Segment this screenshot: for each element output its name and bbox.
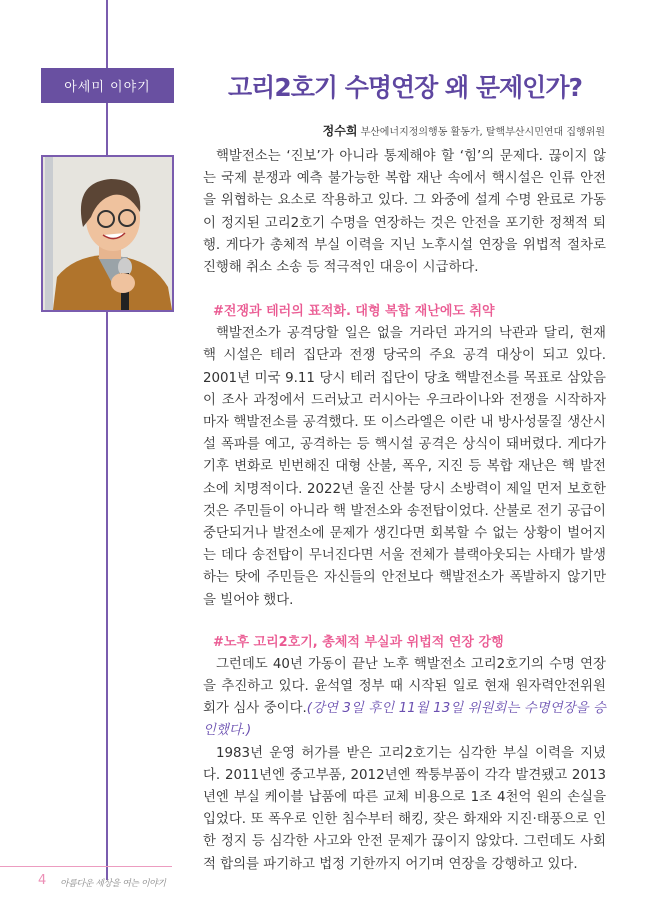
body-paragraph: 핵발전소가 공격당할 일은 없을 거라던 과거의 낙관과 달리, 현재 핵 시설은 테러 집단과 전쟁 당국의 주요 공격 대상이 되고 있다. 2001년 미국 9.11 당시 테러 집단이 당초 핵발전소를 목표로 삼았음이 조사 과정에서 드러났고 러시아는 우크라이나와 전쟁을 시작하자마자 핵발전소를 공격했다. 또 이스라엘은 이란 내 방사성물질 생산시설 폭파를 예고, 공격하는 등 핵시설 공격은 상식이 돼버렸다. 게다가 기후 변화로 빈번해진 대형 산불, 폭우, 지진 등 복합 재난은 핵 발전소에 치명적이다. 2022년 울진 산불 당시 소방력이 제일 먼저 보호한 것은 주민들이 아니라 핵 발전소와 송전탑이었다. 산불로 전기 공급이 중단되거나 발전소에 문제가 생긴다면 회복할 수 없는 상황이 벌어지는 데다 송전탑이 무너진다면 서울 전체가 블랙아웃되는 사태가 발생하는 탓에 주민들은 자신들의 안전보다 핵발전소가 폭발하지 않기만을 빌어야 했다. xyxy=(203,326,606,608)
paragraph-text: 그런데도 40년 가동이 끝난 노후 핵발전소 고리2호기의 수명 연장을 추진하고 있다. 윤석열 정부 때 시작된 일로 현재 원자력안전위원회가 심사 중이다. xyxy=(203,656,606,717)
body-paragraph: 1983년 운영 허가를 받은 고리2호기는 심각한 부실 이력을 지녔다. 2011년엔 중고부품, 2012년엔 짝퉁부품이 각각 발견됐고 2013년엔 부실 케이블 납품에 따른 교체 비용으로 1조 4천억 원의 손실을 입었다. 또 폭우로 인한 침수부터 해킹, 잦은 화재와 지진·태풍으로 인한 정지 등 심각한 사고와 안전 문제가 끊이지 않았다. 그런데도 사회적 합의를 파기하고 법정 기한까지 어기며 연장을 강행하고 있다. xyxy=(203,745,606,872)
editor-note: (강연 3일 후인 11월 13일 위원회는 수명연장을 승인했다.) xyxy=(203,701,606,739)
vertical-divider-line xyxy=(106,0,108,880)
publication-name: 아름다운 세상을 여는 이야기 xyxy=(60,879,166,889)
author-affiliation: 부산에너지정의행동 활동가, 탈핵부산시민연대 집행위원 xyxy=(360,127,605,138)
article-body xyxy=(203,146,606,876)
author-byline xyxy=(323,122,605,139)
section-label: 아세미 이야기 xyxy=(41,68,174,103)
body-paragraph xyxy=(203,654,606,743)
article-title: 고리2호기 수명연장 왜 문제인가? xyxy=(228,73,582,102)
intro-paragraph: 핵발전소는 ‘진보’가 아니라 통제해야 할 ‘힘’의 문제다. 끊이지 않는 국제 분쟁과 예측 불가능한 복합 재난 속에서 핵시설은 인류 안전을 위협하는 요소로 작용하고 있다. 그 와중에 설계 수명 완료로 가동이 정지된 고리2호기 수명을 연장하는 것은 안전을 포기한 정책적 퇴행. 게다가 총체적 부실 이력을 지닌 노후시설 연장을 위법적 절차로 진행해 취소 소송 등 적극적인 대응이 시급하다. xyxy=(203,149,606,276)
author-name: 정수희 xyxy=(322,124,358,138)
section-heading: #전쟁과 테러의 표적화. 대형 복합 재난에도 취약 xyxy=(213,304,495,320)
footer-divider xyxy=(0,866,172,867)
author-photo xyxy=(41,155,174,312)
page-number: 4 xyxy=(38,873,47,888)
section-heading: #노후 고리2호기, 총체적 부실과 위법적 연장 강행 xyxy=(213,634,504,650)
